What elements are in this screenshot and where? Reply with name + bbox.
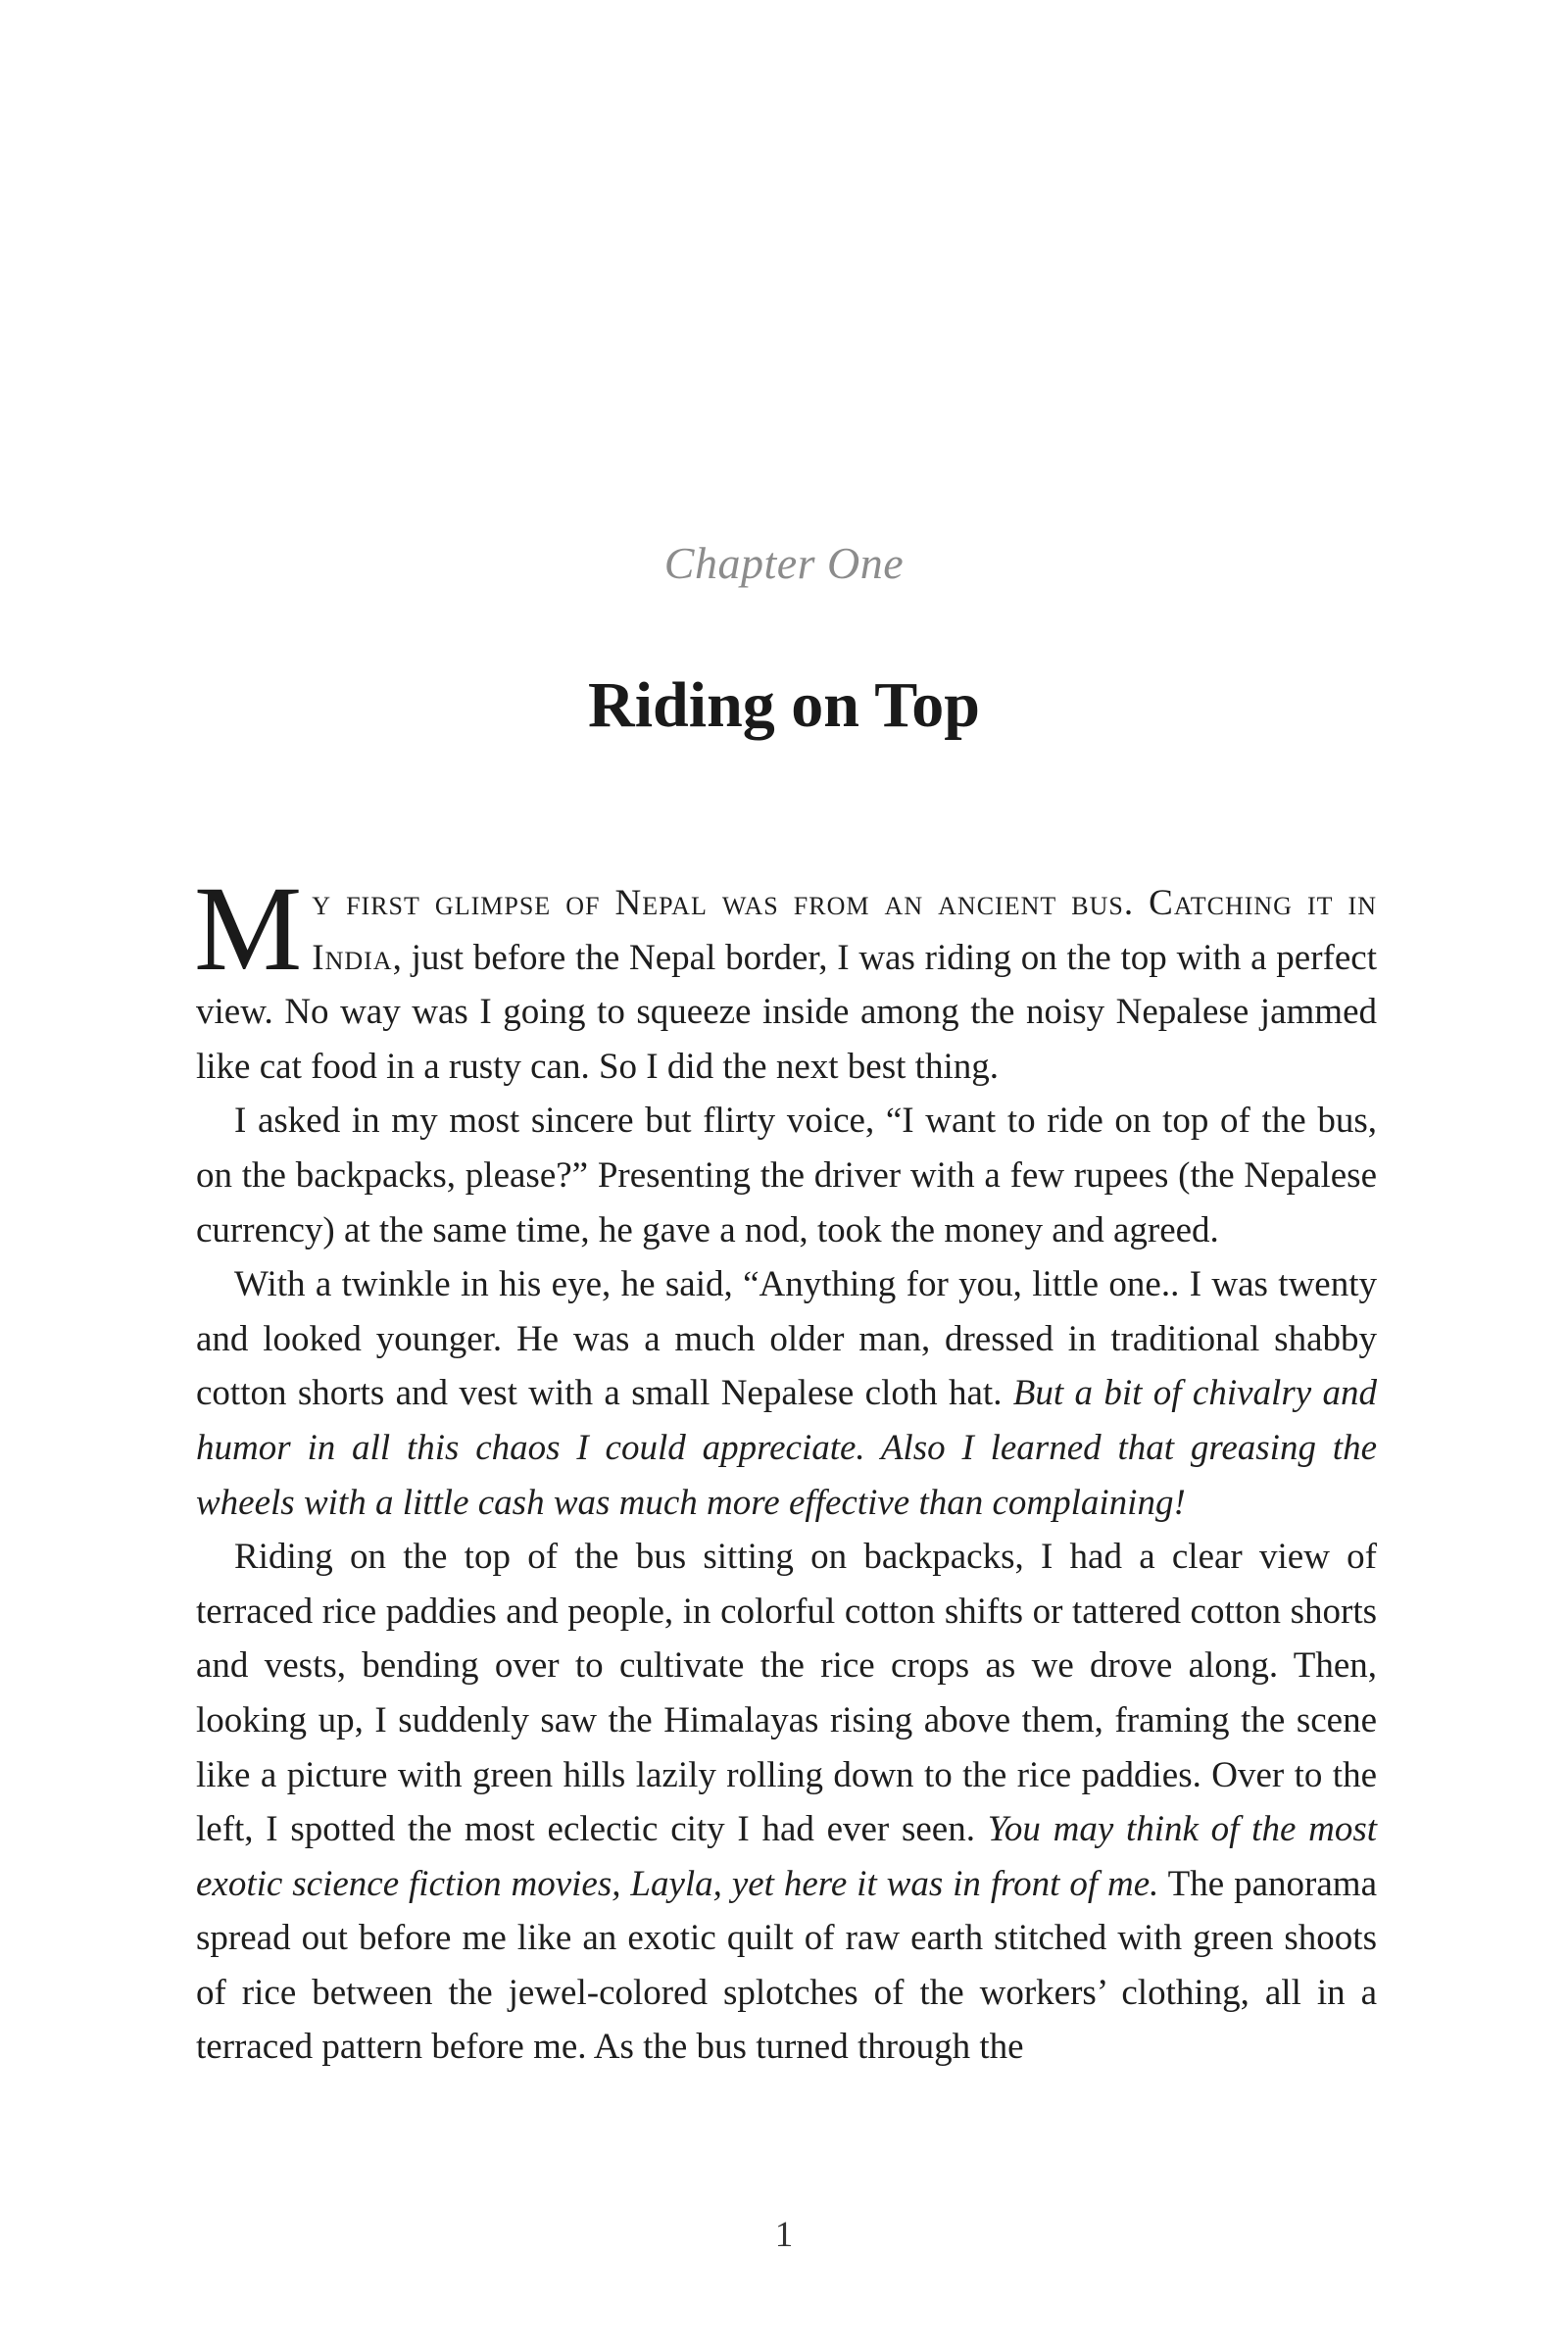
- paragraph-2: [196, 1094, 1377, 1257]
- paragraph-3: [196, 1257, 1377, 1530]
- page-number: 1: [774, 2215, 794, 2255]
- chapter-label: Chapter One: [663, 538, 905, 588]
- paragraph-4-italic: You may think of the most exotic science fiction movies, Layla, yet here it was in front of me.: [196, 1809, 1377, 1904]
- drop-cap: M: [194, 861, 303, 996]
- paragraph-3-text: With a twinkle in his eye, he said, “Anything for you, little one.. I was twenty and looked younger. He was a much older man, dressed in traditional shabby cotton shorts and vest with a small Nepalese cloth hat.: [196, 1264, 1377, 1414]
- paragraph-1: [194, 861, 1377, 1094]
- paragraph-4-text-after: The panorama spread out before me like an exotic quilt of raw earth stitched with green shoots of rice between the jewel-colored splotches of the workers’ clothing, all in a terraced pattern before me. As the bus turned through the: [196, 1863, 1377, 2068]
- paragraph-4: [196, 1530, 1377, 2075]
- paragraph-2-text: I asked in my most sincere but flirty voice, “I want to ride on top of the bus, on the backpacks, please?” Presenting the driver with a few rupees (the Nepalese currency) at the same time, he gave a nod, took the money and agreed.: [196, 1101, 1377, 1250]
- paragraph-3-italic: But a bit of chivalry and humor in all this chaos I could appreciate. Also I learned that greasing the wheels with a little cash was much more effective than complaining!: [196, 1373, 1377, 1523]
- paragraph-1-text: , just before the Nepal border, I was riding on the top with a perfect view. No way was I going to squeeze inside among the noisy Nepalese jammed like cat food in a rusty can. So I did the next best thing.: [196, 937, 1377, 1087]
- small-caps-opening: y first glimpse of Nepal was from an ancient bus. Catching it in India: [312, 883, 1377, 978]
- chapter-title: Riding on Top: [588, 669, 980, 741]
- body-text: [194, 861, 1377, 2075]
- paragraph-4-text: Riding on the top of the bus sitting on backpacks, I had a clear view of terraced rice paddies and people, in colorful cotton shifts or tattered cotton shorts and vests, bending over to cultivate the rice crops as we drove along. Then, looking up, I suddenly saw the Himalayas rising above them, framing the scene like a picture with green hills lazily rolling down to the rice paddies. Over to the left, I spotted the most eclectic city I had ever seen.: [196, 1537, 1377, 1850]
